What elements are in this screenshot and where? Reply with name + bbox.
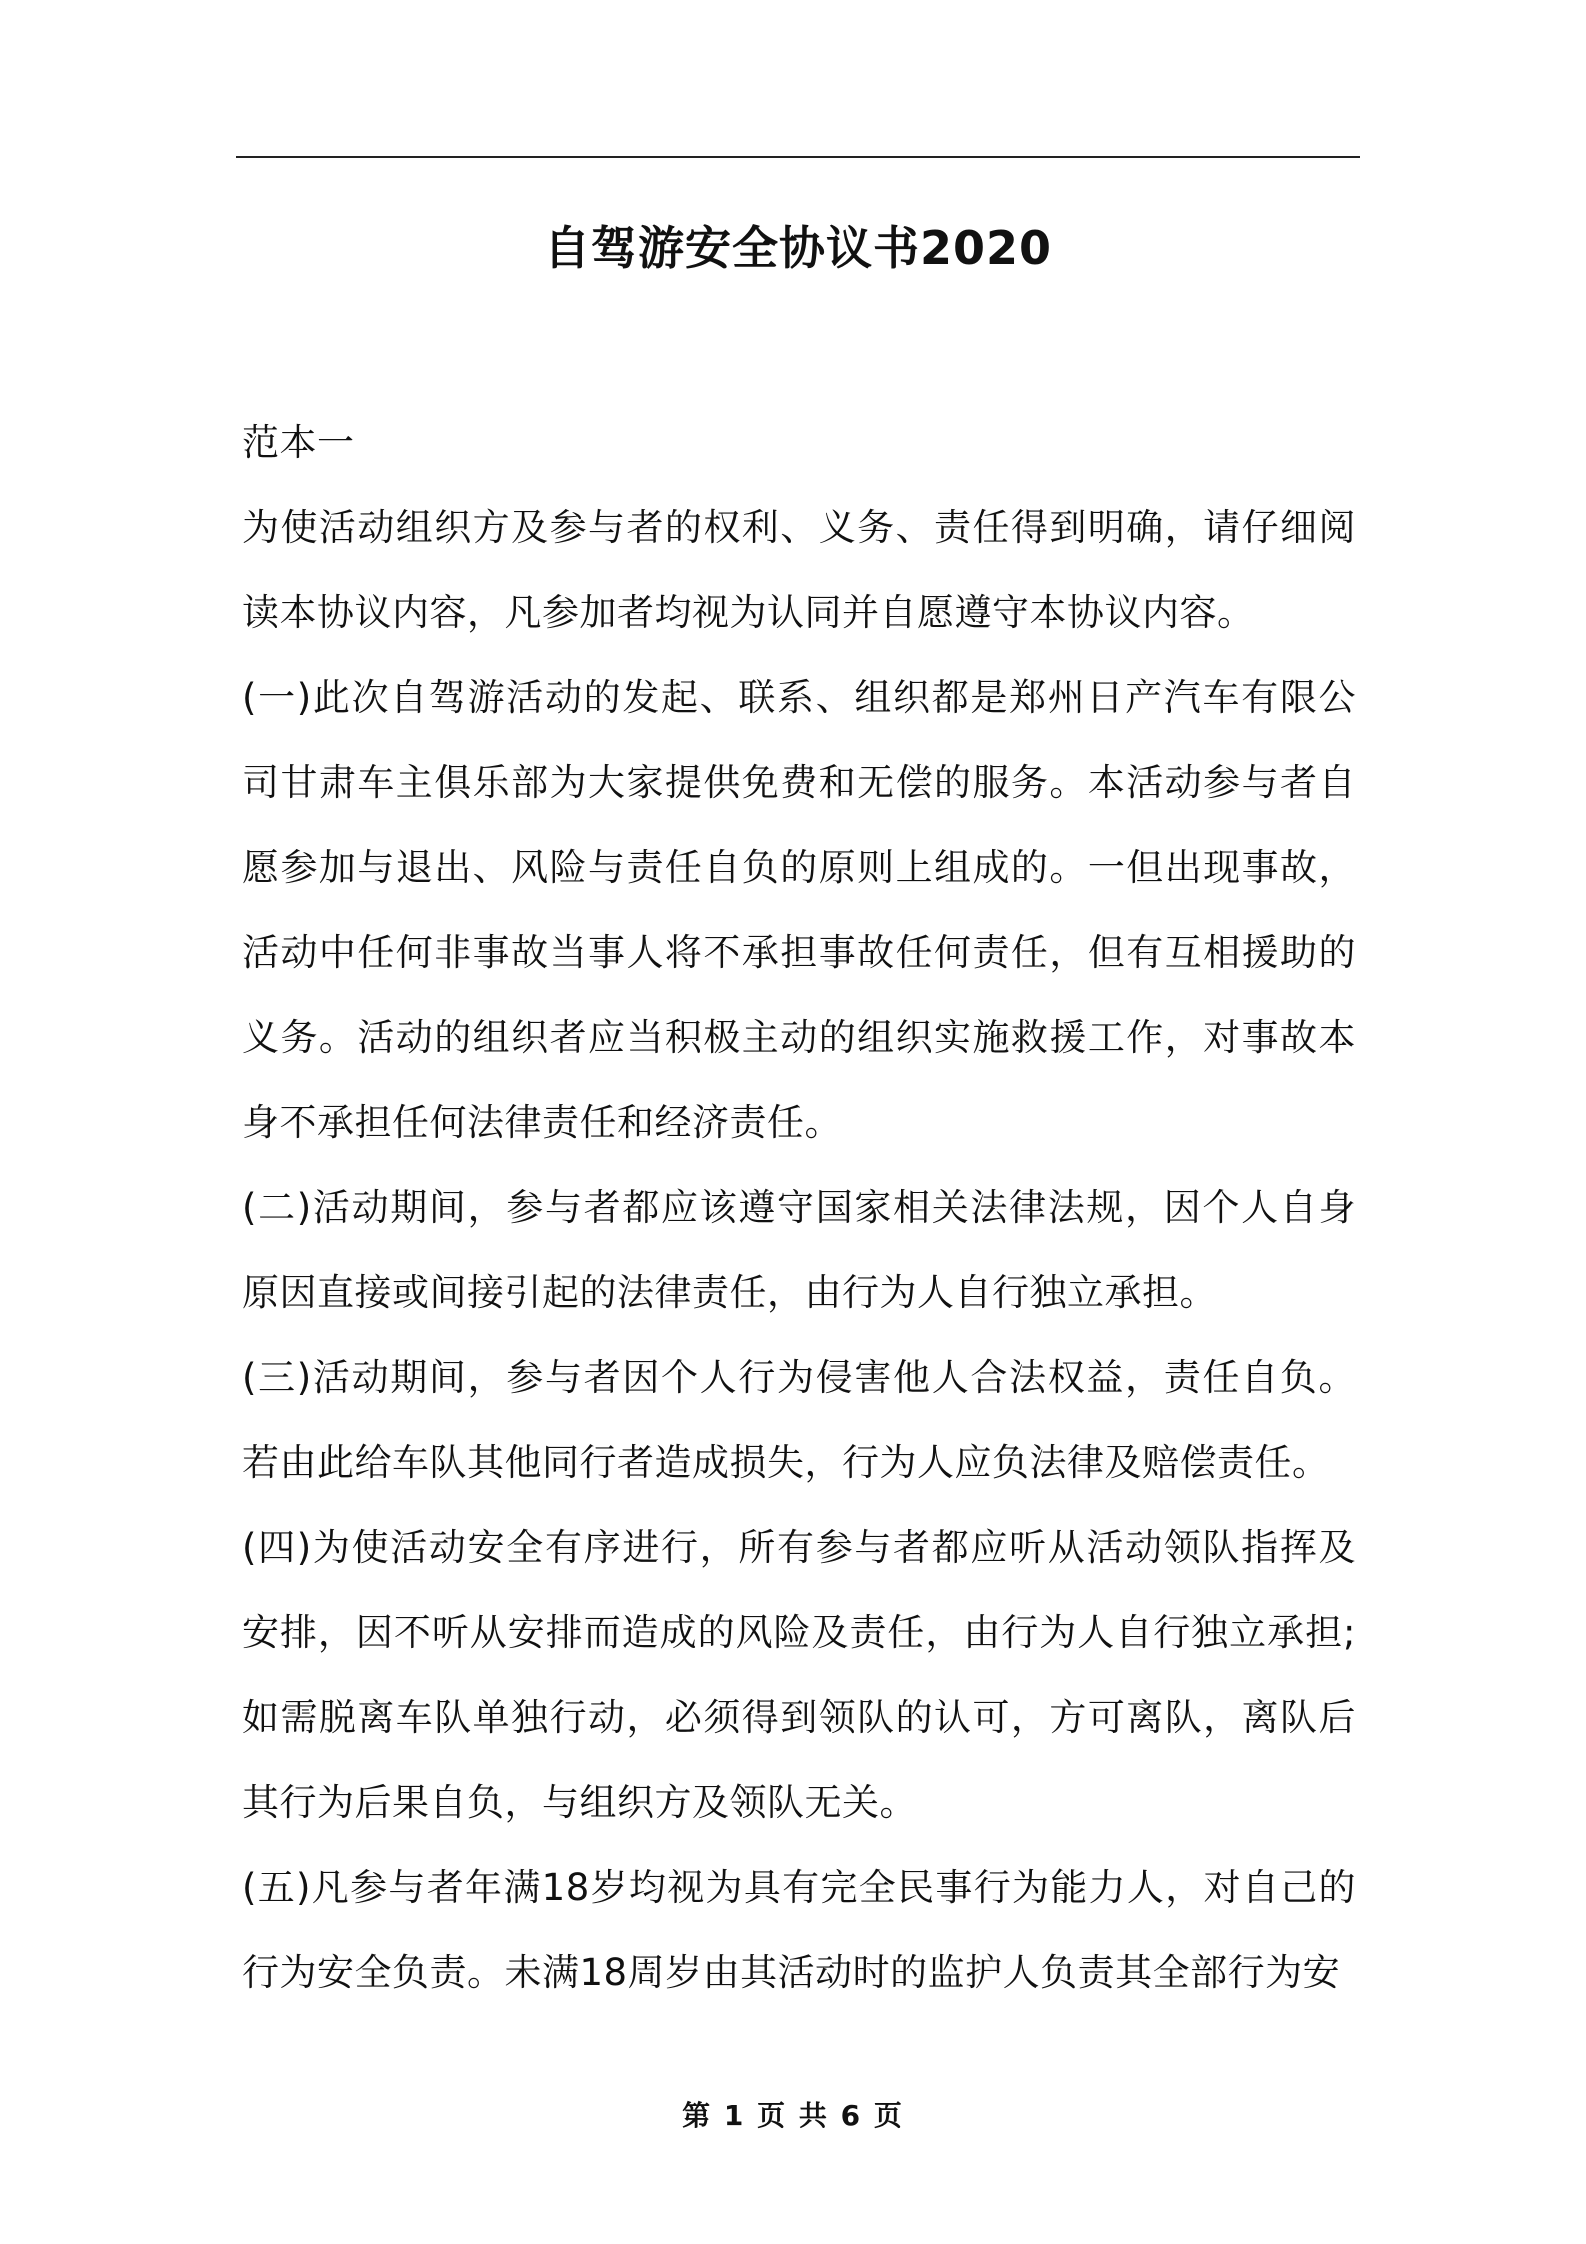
clause-4-paragraph: (四)为使活动安全有序进行，所有参与者都应听从活动领队指挥及安排，因不听从安排而造成的风险及责任，由行为人自行独立承担;如需脱离车队单独行动，必须得到领队的认可，方可离队，离队后其行为后果自负，与组织方及领队无关。 — [242, 1526, 1356, 1824]
clause-1-paragraph: (一)此次自驾游活动的发起、联系、组织都是郑州日产汽车有限公司甘肃车主俱乐部为大家提供免费和无偿的服务。本活动参与者自愿参加与退出、风险与责任自负的原则上组成的。一但出现事故，活动中任何非事故当事人将不承担事故任何责任，但有互相援助的义务。活动的组织者应当积极主动的组织实施救援工作，对事故本身不承担任何法律责任和经济责任。 — [242, 676, 1356, 1144]
page-number-footer: 第 1 页 共 6 页 — [682, 2099, 904, 2132]
section-label: 范本一 — [242, 421, 355, 464]
document-title: 自驾游安全协议书2020 — [543, 221, 1053, 275]
header-divider — [236, 156, 1360, 158]
clause-3-paragraph: (三)活动期间，参与者因个人行为侵害他人合法权益，责任自负。若由此给车队其他同行者造成损失，行为人应负法律及赔偿责任。 — [242, 1356, 1356, 1484]
clause-2-paragraph: (二)活动期间，参与者都应该遵守国家相关法律法规，因个人自身原因直接或间接引起的法律责任，由行为人自行独立承担。 — [242, 1186, 1356, 1314]
document-body — [242, 400, 1356, 2015]
intro-paragraph: 为使活动组织方及参与者的权利、义务、责任得到明确，请仔细阅读本协议内容，凡参加者均视为认同并自愿遵守本协议内容。 — [242, 506, 1356, 634]
clause-5-paragraph: (五)凡参与者年满18岁均视为具有完全民事行为能力人，对自己的行为安全负责。未满18周岁由其活动时的监护人负责其全部行为安 — [242, 1866, 1356, 1994]
